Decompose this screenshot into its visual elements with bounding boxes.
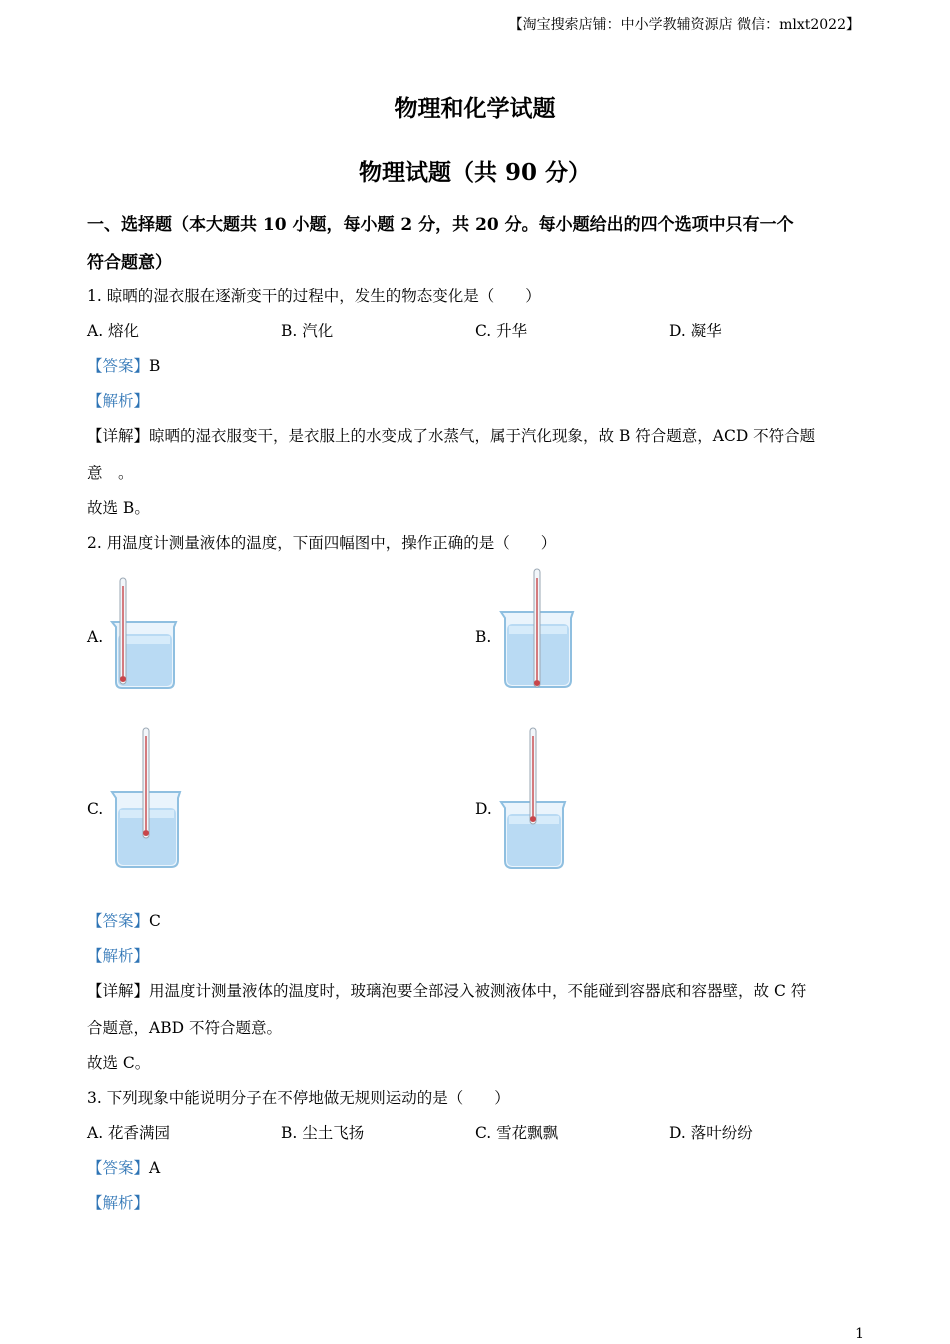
answer-tag: 【答案】 — [87, 357, 150, 375]
answer-tag: 【答案】 — [87, 1159, 150, 1177]
q3-answer — [87, 1156, 160, 1178]
q2-conclusion: 故选 C。 — [87, 1054, 151, 1072]
q1-detail-cont: 意 。 — [87, 464, 134, 482]
q3-option-d: D. 落叶纷纷 — [669, 1124, 753, 1142]
q1-analysis-tag: 【解析】 — [87, 392, 150, 410]
q3-option-a: A. 花香满园 — [87, 1124, 171, 1142]
q3-option-b: B. 尘土飞扬 — [281, 1124, 365, 1142]
q2-label-d: D. — [475, 800, 492, 818]
q2-detail — [87, 979, 806, 1001]
beaker-image-d — [497, 726, 569, 872]
q2-answer — [87, 909, 161, 931]
beaker-image-c — [108, 726, 186, 872]
q1-stem: 1. 晾晒的湿衣服在逐渐变干的过程中，发生的物态变化是（ ） — [87, 287, 541, 305]
detail-tag: 【详解】 — [87, 427, 150, 445]
q1-option-c: C. 升华 — [475, 322, 528, 340]
q2-answer-value: C — [149, 912, 161, 930]
q3-answer-value: A — [149, 1159, 161, 1177]
q1-option-d: D. 凝华 — [669, 322, 722, 340]
q1-option-b: B. 汽化 — [281, 322, 334, 340]
beaker-image-a — [108, 574, 184, 692]
q2-label-a: A. — [87, 628, 104, 646]
q2-detail-cont: 合题意，ABD 不符合题意。 — [87, 1019, 282, 1037]
q1-detail — [87, 424, 815, 446]
exam-subtitle: 物理试题（共 90 分） — [358, 159, 592, 186]
detail-tag: 【详解】 — [87, 982, 150, 1000]
q1-conclusion: 故选 B。 — [87, 499, 150, 517]
exam-title: 物理和化学试题 — [394, 95, 556, 122]
q1-option-a: A. 熔化 — [87, 322, 140, 340]
section-heading-cont: 符合题意） — [87, 253, 172, 273]
beaker-image-b — [497, 566, 579, 692]
q2-label-c: C. — [87, 800, 104, 818]
answer-tag: 【答案】 — [87, 912, 150, 930]
page-number: 1 — [855, 1326, 864, 1342]
q3-option-c: C. 雪花飘飘 — [475, 1124, 559, 1142]
q1-answer — [87, 354, 160, 376]
q2-stem: 2. 用温度计测量液体的温度，下面四幅图中，操作正确的是（ ） — [87, 534, 557, 552]
page-header: 【淘宝搜索店铺：中小学教辅资源店 微信：mlxt2022】 — [508, 17, 860, 33]
q1-detail-text: 晾晒的湿衣服变干，是衣服上的水变成了水蒸气，属于汽化现象，故 B 符合题意，ACD 不符合题 — [149, 427, 816, 445]
q3-stem: 3. 下列现象中能说明分子在不停地做无规则运动的是（ ） — [87, 1089, 510, 1107]
q2-label-b: B. — [475, 628, 492, 646]
q2-detail-text: 用温度计测量液体的温度时，玻璃泡要全部浸入被测液体中，不能碰到容器底和容器壁，故 C 符 — [149, 982, 807, 1000]
q3-analysis-tag: 【解析】 — [87, 1194, 150, 1212]
q2-analysis-tag: 【解析】 — [87, 947, 150, 965]
q1-answer-value: B — [149, 357, 161, 375]
section-heading: 一、选择题（本大题共 10 小题，每小题 2 分，共 20 分。每小题给出的四个选项中只有一个 — [87, 215, 794, 235]
